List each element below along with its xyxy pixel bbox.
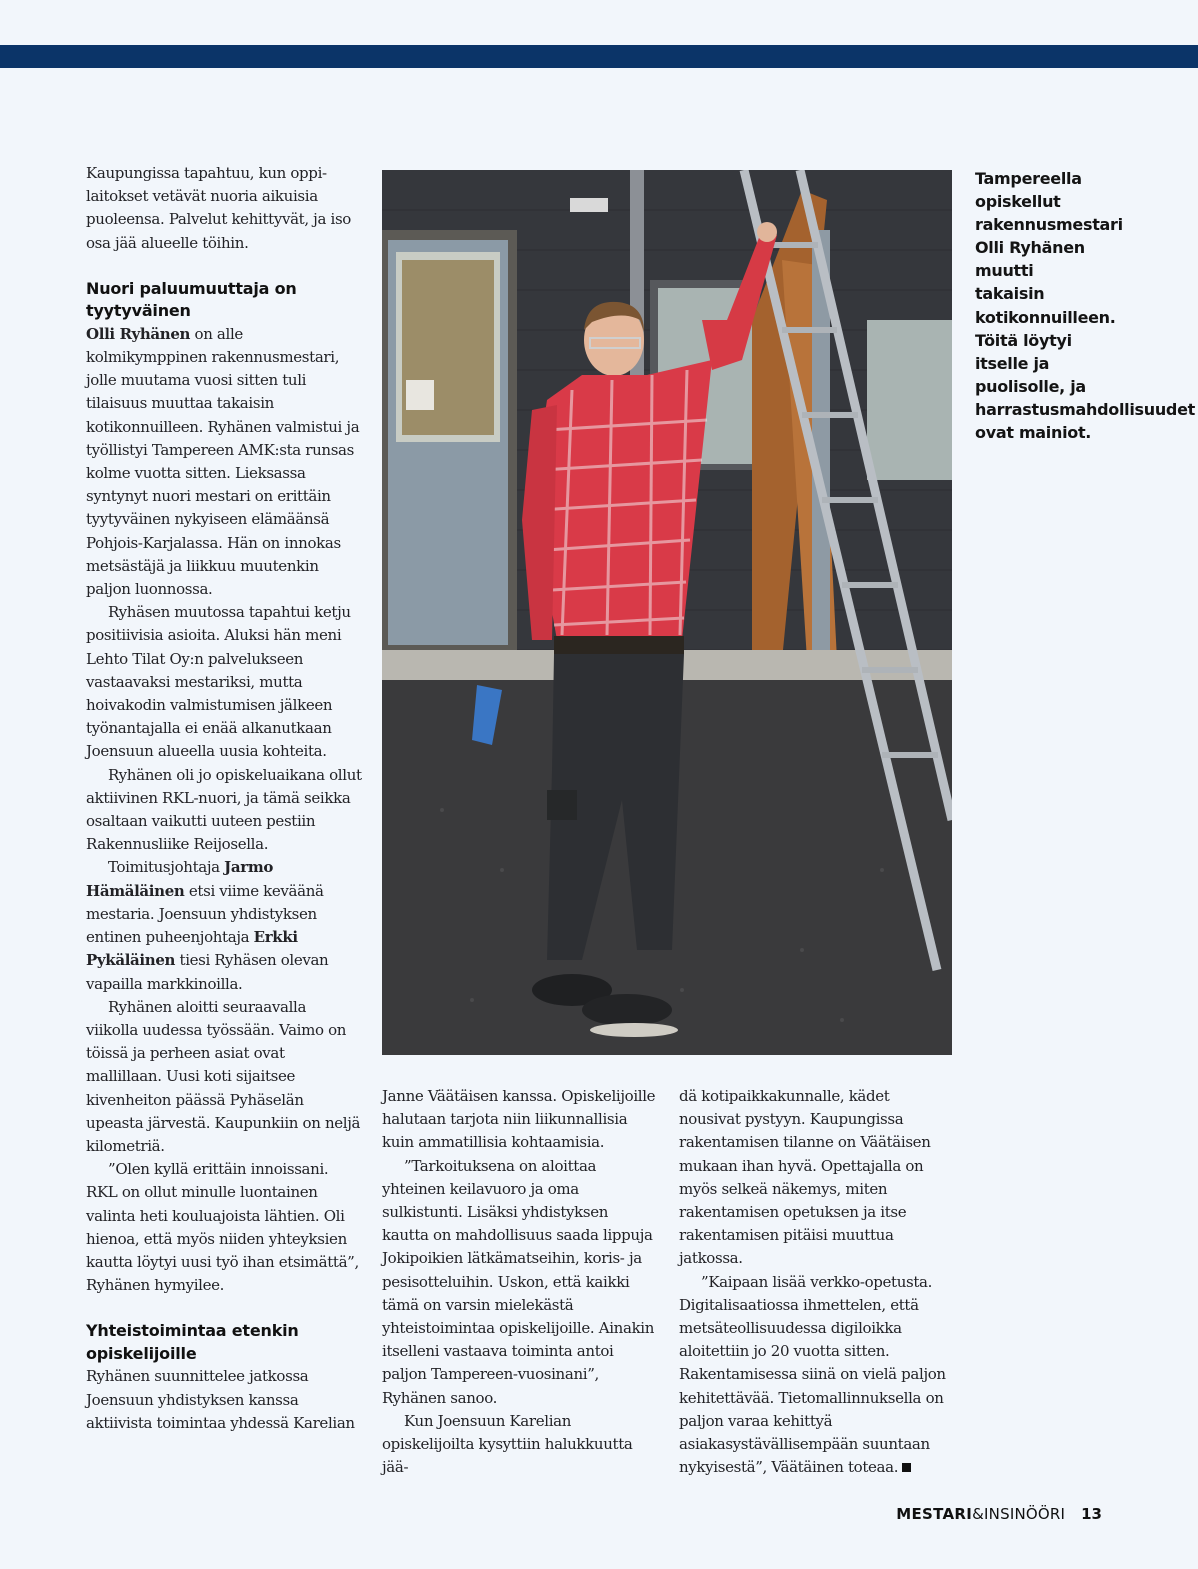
person-name: Erkki Pykäläinen xyxy=(86,928,298,970)
text-column-2 xyxy=(382,1085,657,1479)
paragraph: Toimitusjohtaja Jarmo Hämäläinen etsi viime keväänä mestaria. Joensuun yhdistyksen entinen puheenjohtaja Erkki Pykäläinen tiesi Ryhäsen olevan vapailla markkinoilla. xyxy=(86,858,329,993)
magazine-name: MESTARI xyxy=(896,1505,973,1523)
intro-paragraph: Kaupungissa tapahtuu, kun oppilaitokset vetävät nuoria aikuisia puoleensa. Palvelut kehittyvät, ja iso osa jää alueelle töihin. xyxy=(86,164,351,252)
paragraph: Ryhänen oli jo opiskeluaikana ollut aktiivinen RKL-nuori, ja tämä seikka osaltaan vaikutti uuteen pestiin Rakennusliike Reijosella. xyxy=(86,765,362,854)
paragraph: Kun Joensuun Karelian opiskelijoilta kysyttiin halukkuutta jää- xyxy=(382,1411,633,1477)
paragraph: Ryhäsen muutossa tapahtui ketju positiivisia asioita. Aluksi hän meni Lehto Tilat Oy:n palvelukseen vastaavaksi mestariksi, mutta hoivakodin valmistumisen jälkeen työnantajalla ei enää alkanutkaan Joensuun alueella uusia kohteita. xyxy=(86,603,351,761)
photo-caption: Tampereella opiskellut rakennusmestari Olli Ryhänen muutti takaisin kotikonnuilleen. Töitä löytyi itselle ja puolisolle, ja harrastusmahdollisuudet ovat mainiot. xyxy=(975,169,1195,443)
page-footer xyxy=(896,1504,1102,1524)
article-photo xyxy=(382,170,952,1055)
subheading-yhteistoimintaa: Yhteistoimintaa etenkin opiskelijoille xyxy=(86,1321,299,1363)
paragraph: dä kotipaikkakunnalle, kädet nousivat pystyyn. Kaupungissa rakentamisen tilanne on Väätäisen mukaan ihan hyvä. Opettajalla on myös selkeä näkemys, miten rakentamisen opetuksen ja itse rakentamisen pitäisi muuttua jatkossa. xyxy=(679,1087,931,1268)
top-color-bar xyxy=(0,45,1198,68)
text-column-3 xyxy=(679,1085,954,1479)
page-number: 13 xyxy=(1081,1505,1102,1523)
person-name: Olli Ryhänen xyxy=(86,324,191,343)
paragraph: Janne Väätäisen kanssa. Opiskelijoille halutaan tarjota niin liikunnallisia kuin ammatillisia kohtaamisia. xyxy=(382,1087,656,1152)
paragraph: Ryhänen aloitti seuraavalla viikolla uudessa työssään. Vaimo on töissä ja perheen asiat ovat mallillaan. Uusi koti sijaitsee kivenheiton päässä Pyhäselän upeasta järvestä. Kaupunkiin on neljä kilometriä. xyxy=(86,997,361,1155)
magazine-name-suffix: &INSINÖÖRI xyxy=(972,1505,1066,1523)
end-of-article-mark xyxy=(902,1463,911,1472)
quote-paragraph: ”Olen kyllä erittäin innoissani. RKL on ollut minulle luontainen valinta heti kouluajoista lähtien. Oli hienoa, että myös niiden yhteyksien kautta löytyi uusi työ ihan etsimättä”, Ryhänen hymyilee. xyxy=(86,1160,359,1295)
person-name: Jarmo Hämäläinen xyxy=(86,858,274,900)
quote-paragraph: ”Tarkoituksena on aloittaa yhteinen keilavuoro ja oma sulkistunti. Lisäksi yhdistyksen kautta on mahdollisuus saada lippuja Jokipoikien lätkämatseihin, koris- ja pesisotteluihin. Uskon, että kaikki tämä on varsin mielekästä yhteistoimintaa opiskelijoille. Ainakin itselleni vastaava toiminta antoi paljon Tampereen-vuosinani”, Ryhänen sanoo. xyxy=(382,1156,655,1407)
subheading-paluumuuttaja: Nuori paluumuuttaja on tyytyväinen xyxy=(86,278,297,321)
paragraph: Ryhänen suunnittelee jatkossa Joensuun yhdistyksen kanssa aktiivista toimintaa yhdessä Karelian xyxy=(86,1367,355,1432)
paragraph: Olli Ryhänen on alle kolmikymppinen rakennusmestari, jolle muutama vuosi sitten tuli tilaisuus muuttaa takaisin kotikonnuilleen. Ryhänen valmistui ja työllistyi Tampereen AMK:sta runsas kolme vuotta sitten. Lieksassa syntynyt nuori mestari on erittäin tyytyväinen nykyiseen elämäänsä Pohjois-Karjalassa. Hän on innokas metsästäjä ja liikkuu muutenkin paljon luonnossa. xyxy=(86,324,360,599)
quote-paragraph: ”Kaipaan lisää verkko-opetusta. Digitalisaatiossa ihmettelen, että metsäteollisuudessa digiloikka aloitettiin jo 20 vuotta sitten. Rakentamisessa siinä on vielä paljon kehitettävää. Tietomallinnuksella on paljon varaa kehittyä asiakasystävällisempään suuntaan nykyisestä”, Väätäinen toteaa. xyxy=(679,1272,946,1477)
text-column-1 xyxy=(86,162,362,1435)
